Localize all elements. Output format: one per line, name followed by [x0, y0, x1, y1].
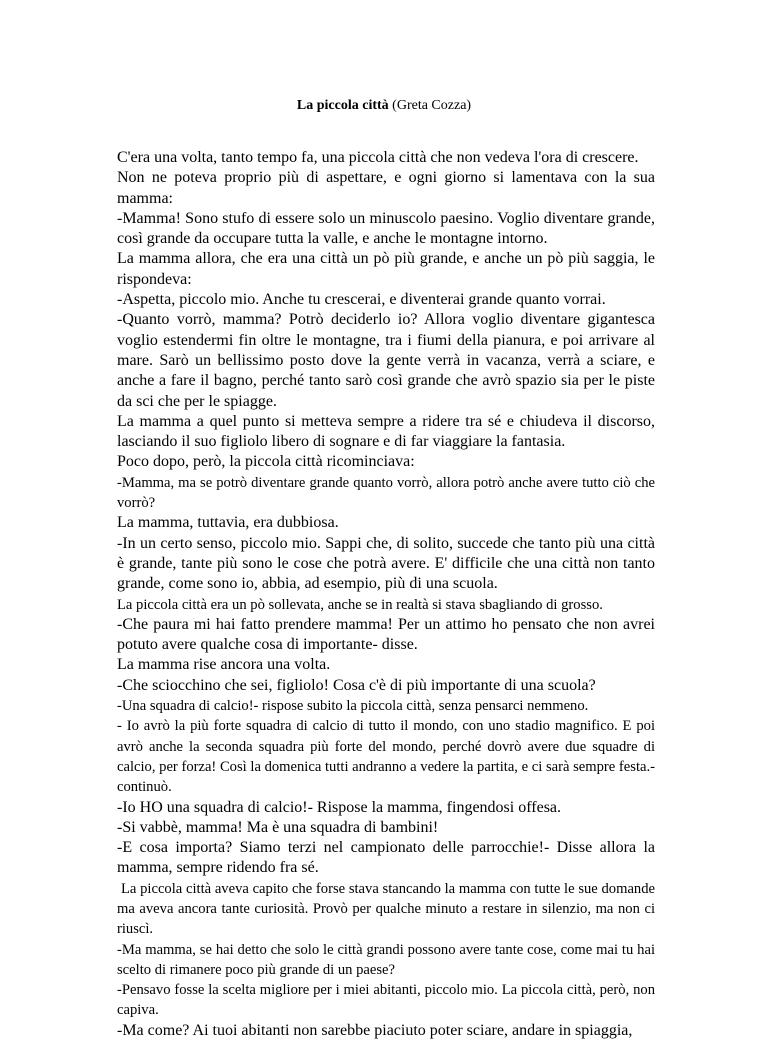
document-body [117, 148, 655, 1041]
paragraph: La piccola città aveva capito che forse stava stancando la mamma con tutte le sue domande ma aveva ancora tante curiosità. Provò per qualche minuto a restare in silenzio, ma non ci riuscì. [117, 880, 655, 938]
paragraph: C'era una volta, tanto tempo fa, una piccola città che non vedeva l'ora di crescere. [117, 149, 639, 166]
paragraph: -Quanto vorrò, mamma? Potrò deciderlo io? Allora voglio diventare gigantesca voglio estendermi fin oltre le montagne, tra i fiumi della pianura, e poi arrivare al mare. Sarò un bellissimo posto dove la gente verrà in vacanza, verrà a sciare, e anche a fare il bagno, perché tanto sarò così grande che avrò spazio sia per le piste da sci che per le spiagge. [117, 311, 655, 410]
paragraph: -Ma come? Ai tuoi abitanti non sarebbe piaciuto poter sciare, andare in spiaggia, [117, 1021, 633, 1039]
paragraph: -Ma mamma, se hai detto che solo le città grandi possono avere tante cose, come mai tu hai scelto di rimanere poco più grande di un paese? [117, 941, 655, 978]
paragraph: -Io HO una squadra di calcio!- Rispose la mamma, fingendosi offesa. [117, 798, 562, 816]
paragraph: La piccola città era un pò sollevata, anche se in realtà si stava sbagliando di grosso. [117, 596, 603, 613]
document-title [0, 97, 768, 115]
paragraph: Non ne poteva proprio più di aspettare, e ogni giorno si lamentava con la sua mamma: [117, 169, 655, 207]
paragraph: -Una squadra di calcio!- rispose subito la piccola città, senza pensarci nemmeno. [117, 698, 589, 715]
paragraph: La mamma, tuttavia, era dubbiosa. [117, 514, 339, 532]
paragraph: -Che paura mi hai fatto prendere mamma! Per un attimo ho pensato che non avrei potuto avere qualche cosa di importante- disse. [117, 615, 655, 654]
paragraph: -Mamma! Sono stufo di essere solo un minuscolo paesino. Voglio diventare grande, così grande da occupare tutta la valle, e anche le montagne intorno. [117, 209, 655, 248]
paragraph: -Pensavo fosse la scelta migliore per i miei abitanti, piccolo mio. La piccola città, però, non capiva. [117, 982, 655, 1019]
paragraph: -E cosa importa? Siamo terzi nel campionato delle parrocchie!- Disse allora la mamma, sempre ridendo fra sé. [117, 839, 655, 877]
paragraph: Poco dopo, però, la piccola città ricominciava: [117, 453, 415, 471]
paragraph: -Che sciocchino che sei, figliolo! Cosa c'è di più importante di una scuola? [117, 676, 596, 694]
paragraph: -Si vabbè, mamma! Ma è una squadra di bambini! [117, 818, 439, 836]
paragraph: La mamma a quel punto si metteva sempre a ridere tra sé e chiudeva il discorso, lasciando il suo figliolo libero di sognare e di far viaggiare la fantasia. [117, 412, 655, 451]
paragraph: - Io avrò la più forte squadra di calcio di tutto il mondo, con uno stadio magnifico. E poi avrò anche la seconda squadra più forte del mondo, perché dovrò avere due squadre di calcio, per forza! Così la domenica tutti andranno a vedere la partita, e ci sarà sempre festa.- continuò. [117, 718, 655, 796]
paragraph: La mamma allora, che era una città un pò più grande, e anche un pò più saggia, le rispondeva: [117, 250, 655, 288]
paragraph: La mamma rise ancora una volta. [117, 656, 331, 674]
paragraph: -In un certo senso, piccolo mio. Sappi che, di solito, succede che tanto più una città è grande, tante più sono le cose che potrà avere. E' difficile che una città non tanto grande, come sono io, abbia, ad esempio, più di una scuola. [117, 534, 655, 593]
title-main: La piccola città [296, 98, 389, 113]
title-author: (Greta Cozza) [388, 98, 472, 113]
paragraph: -Aspetta, piccolo mio. Anche tu crescerai, e diventerai grande quanto vorrai. [117, 291, 606, 309]
paragraph: -Mamma, ma se potrò diventare grande quanto vorrò, allora potrò anche avere tutto ciò che vorrò? [117, 474, 655, 512]
